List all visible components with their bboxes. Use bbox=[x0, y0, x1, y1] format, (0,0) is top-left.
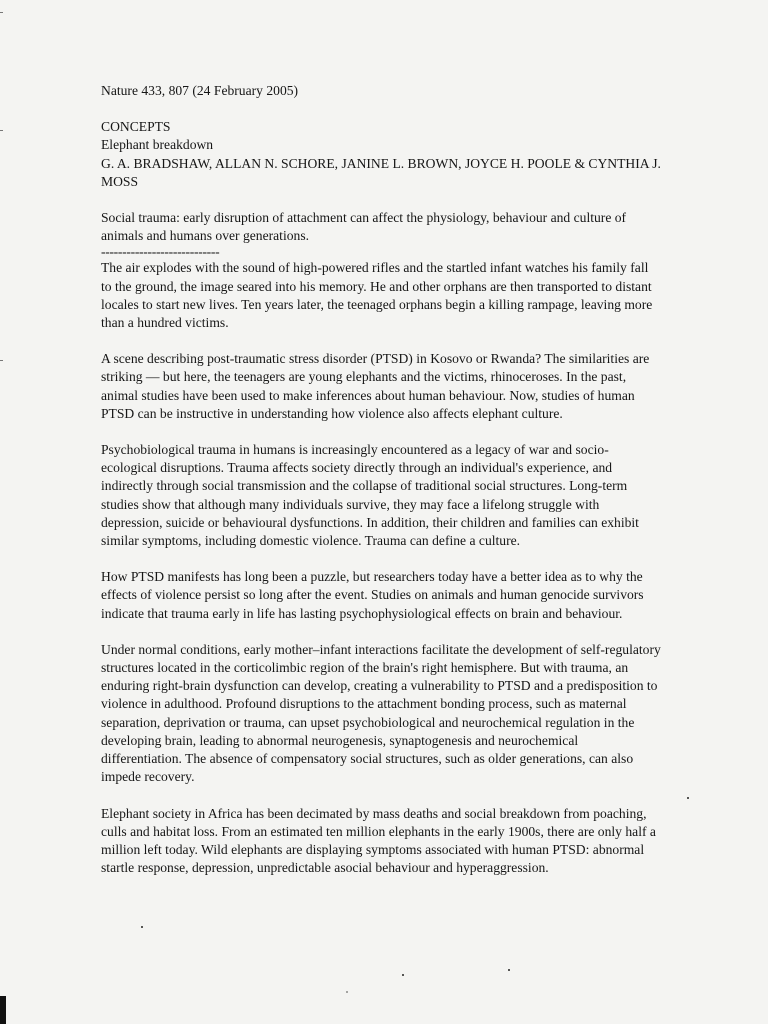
standfirst: Social trauma: early disruption of attachment can affect the physiology, behaviour and culture of animals and humans over generations. bbox=[101, 210, 627, 244]
article-text bbox=[101, 82, 661, 895]
scan-speck bbox=[508, 969, 510, 971]
scan-speck bbox=[402, 974, 404, 976]
body-paragraph: Psychobiological trauma in humans is increasingly encountered as a legacy of war and socio-ecological disruptions. Trauma affects society directly through an individual's experience, and indirectly through social transmission and the collapse of traditional social structures. Long-term studies show that although many individuals survive, they may face a lifelong struggle with depression, suicide or behavioural dysfunctions. In addition, their children and families can exhibit similar symptoms, including domestic violence. Trauma can define a culture. bbox=[101, 442, 639, 549]
body-paragraph: The air explodes with the sound of high-powered rifles and the startled infant watches his family fall to the ground, the image seared into his memory. He and other orphans are then transported to distant locales to start new lives. Ten years later, the teenaged orphans begin a killing rampage, leaving more than a hundred victims. bbox=[101, 260, 653, 331]
scan-speck bbox=[687, 797, 689, 799]
scan-edge-mark bbox=[0, 130, 3, 131]
author-list: G. A. BRADSHAW, ALLAN N. SCHORE, JANINE L. BROWN, JOYCE H. POOLE & CYNTHIA J. MOSS bbox=[101, 155, 661, 189]
scan-edge-mark bbox=[0, 12, 3, 13]
body-paragraph: How PTSD manifests has long been a puzzle, but researchers today have a better idea as to why the effects of violence persist so long after the event. Studies on animals and human genocide survivors indicate that trauma early in life has lasting psychophysiological effects on brain and behaviour. bbox=[101, 569, 644, 621]
body-paragraph: A scene describing post-traumatic stress disorder (PTSD) in Kosovo or Rwanda? The similarities are striking — but here, the teenagers are young elephants and the victims, rhinoceroses. In the past, animal studies have been used to make inferences about human behaviour. Now, studies of human PTSD can be instructive in understanding how violence also affects elephant culture. bbox=[101, 351, 650, 421]
body-paragraph: Elephant society in Africa has been decimated by mass deaths and social breakdown from poaching, culls and habitat loss. From an estimated ten million elephants in the early 1900s, there are only half a million left today. Wild elephants are displaying symptoms associated with human PTSD: abnormal startle response, depression, unpredictable asocial behaviour and hyperaggression. bbox=[101, 805, 656, 876]
scan-speck bbox=[346, 991, 348, 993]
scan-edge-bar bbox=[0, 996, 6, 1024]
citation: Nature 433, 807 (24 February 2005) bbox=[101, 83, 299, 98]
divider-line: ---------------------------- bbox=[101, 245, 220, 260]
body-paragraph: Under normal conditions, early mother–infant interactions facilitate the development of self-regulatory structures located in the corticolimbic region of the brain's right hemisphere. But with trauma, an enduring right-brain dysfunction can develop, creating a vulnerability to PTSD and a predisposition to violence in adulthood. Profound disruptions to the attachment bonding process, such as maternal separation, deprivation or trauma, can upset psychobiological and neurochemical regulation in the developing brain, leading to abnormal neurogenesis, synaptogenesis and neurochemical differentiation. The absence of compensatory social structures, such as older generations, can also impede recovery. bbox=[101, 641, 661, 785]
article-title: Elephant breakdown bbox=[101, 137, 214, 153]
scan-speck bbox=[141, 926, 143, 928]
scan-edge-mark bbox=[0, 360, 3, 361]
section-label: CONCEPTS bbox=[101, 119, 171, 135]
